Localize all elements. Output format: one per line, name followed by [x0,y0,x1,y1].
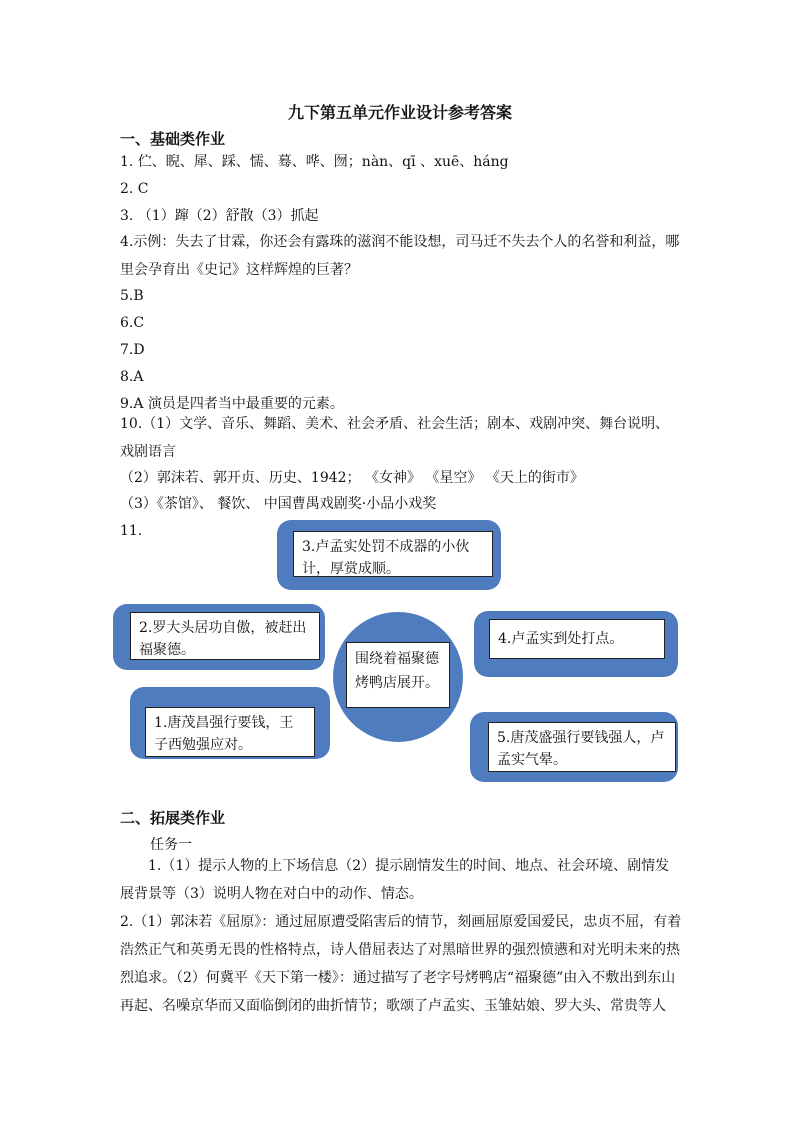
page-title: 九下第五单元作业设计参考答案 [287,103,512,122]
extension-answer-2: 2.（1）郭沫若《屈原》：通过屈原遭受陷害后的情节，刻画屈原爱国爱民，忠贞不屈，有着浩然正气和英勇无畏的性格特点，诗人借屈表达了对黑暗世界的强烈愤懑和对光明未来的热烈追求。（2）何冀平《天下第一楼》：通过描写了老字号烤鸭店“福聚德”由入不敷出到东山再起、名噪京华而又面临倒闭的曲折情节；歌颂了卢孟实、玉雏姑娘、罗大头、常贵等人 [120,914,682,1014]
diagram-box-4: 4.卢孟实到处打点。 [489,619,665,659]
answer-10-part2: （2）郭沫若、郭开贞、历史、1942； 《女神》 《星空》 《天上的街市》 [120,470,584,486]
answer-8: 8.A [120,369,144,385]
section-heading-extension: 二、拓展类作业 [120,809,226,827]
answer-1: 1. 伫、睨、犀、踩、懦、蓦、哗、囫；nàn、qī 、xuē、háng [120,154,509,170]
answer-5: 5.B [120,288,144,304]
answer-3: 3. （1）蹿（2）舒散（3）抓起 [120,208,319,224]
answer-4: 4.示例：失去了甘霖，你还会有露珠的滋润不能设想，司马迁不失去个人的名誉和利益，哪里会孕育出《史记》这样辉煌的巨著？ [120,234,680,278]
answer-10-part3: （3）《茶馆》、 餐饮、 中国曹禺戏剧奖·小品小戏奖 [120,496,437,512]
diagram-box-3: 3.卢孟实处罚不成器的小伙计，厚赏成顺。 [293,531,493,577]
section-heading-basic: 一、基础类作业 [120,130,226,148]
answer-11-label: 11. [120,523,143,539]
answer-7: 7.D [120,342,145,358]
answer-2: 2. C [120,181,149,197]
diagram-box-1: 1.唐茂昌强行要钱，王子西勉强应对。 [145,707,315,757]
answer-6: 6.C [120,315,145,331]
diagram-box-5: 5.唐茂盛强行要钱强人，卢孟实气晕。 [488,722,676,772]
extension-answer-1: 1.（1）提示人物的上下场信息（2）提示剧情发生的时间、地点、社会环境、剧情发展背景等（3）说明人物在对白中的动作、情态。 [120,858,670,902]
task-label: 任务一 [150,837,192,853]
answer-10-part1: 10.（1）文学、音乐、舞蹈、美术、社会矛盾、社会生活；剧本、戏剧冲突、舞台说明、戏剧语言 [120,416,670,460]
diagram-box-2: 2.罗大头居功自傲，被赶出福聚德。 [130,612,320,660]
answer-9: 9.A 演员是四者当中最重要的元素。 [120,396,344,412]
diagram-center-box: 围绕着福聚德烤鸭店展开。 [346,642,450,708]
